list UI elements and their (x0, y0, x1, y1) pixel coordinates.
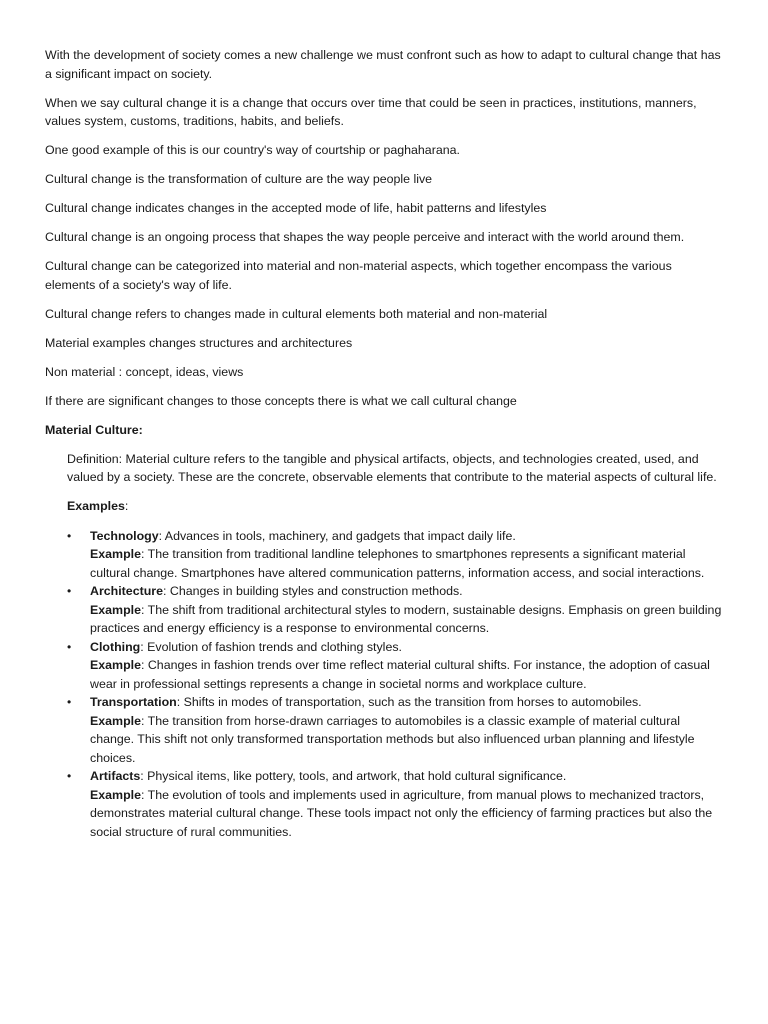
paragraph-transformation: Cultural change is the transformation of culture are the way people live (45, 172, 433, 186)
bullet-icon: • (67, 584, 72, 598)
examples-label-text: Examples (67, 499, 125, 513)
list-item-artifacts (67, 767, 724, 841)
list-item-example: : The evolution of tools and implements used in agriculture, from manual plows to mechanized tractors, demonstrates material cultural change. These tools impact not only the efficiency of farming practices but also the social structure of rural communities. (90, 787, 713, 839)
list-item-desc: : Advances in tools, machinery, and gadgets that impact daily life. (158, 528, 516, 543)
list-item-term: Transportation (90, 695, 177, 709)
list-item-example: : The shift from traditional architectural styles to modern, sustainable designs. Emphasis on green building practices and energy efficiency is a response to environmental concerns. (90, 602, 722, 635)
paragraph-refers: Cultural change refers to changes made in cultural elements both material and non-material (45, 306, 548, 321)
list-item-example: : Changes in fashion trends over time reflect material cultural shifts. For instance, the adoption of casual wear in professional settings represents a change in societal norms and workplace culture. (90, 658, 710, 691)
list-item-term: Clothing (90, 639, 141, 654)
list-item-term: Technology (90, 528, 159, 543)
examples-label (67, 497, 724, 516)
list-item-example: : The transition from horse-drawn carriages to automobiles is a classic example of material cultural change. This shift not only transformed transportation methods but also influenced urban planning and lifestyle choices. (90, 713, 695, 765)
paragraph-material-examples: Material examples changes structures and architectures (45, 335, 353, 350)
list-item-technology (67, 527, 724, 583)
material-culture-section (67, 450, 724, 842)
list-item-desc: : Shifts in modes of transportation, such as the transition from horses to automobiles. (176, 695, 642, 709)
list-item-desc: : Physical items, like pottery, tools, and artwork, that hold cultural significance. (140, 769, 567, 783)
bullet-icon: • (67, 528, 72, 543)
list-item-architecture (67, 582, 724, 638)
example-label: Example (90, 787, 141, 802)
list-item-term: Architecture (90, 584, 163, 598)
list-item-clothing (67, 638, 724, 694)
paragraph-definition: When we say cultural change it is a change that occurs over time that could be seen in practices, institutions, manners, values system, customs, traditions, habits, and beliefs. (45, 95, 697, 128)
bullet-icon: • (67, 695, 72, 709)
paragraph-categorized: Cultural change can be categorized into material and non-material aspects, which together encompass the various elements of a society's way of life. (45, 259, 672, 292)
list-item-desc: : Evolution of fashion trends and clothing styles. (140, 639, 402, 654)
list-item-term: Artifacts (90, 769, 141, 783)
material-culture-definition: Definition: Material culture refers to the tangible and physical artifacts, objects, and technologies created, used, and valued by a society. These are the concrete, observable elements that contribute to the material aspects of cultural life. (67, 451, 717, 484)
paragraph-non-material: Non material : concept, ideas, views (45, 364, 244, 379)
examples-label-colon: : (124, 499, 129, 513)
paragraph-ongoing: Cultural change is an ongoing process that shapes the way people perceive and interact with the world around them. (45, 230, 685, 244)
examples-list (67, 527, 724, 842)
example-label: Example (90, 547, 141, 561)
list-item-example: : The transition from traditional landline telephones to smartphones represents a significant material cultural change. Smartphones have altered communication patterns, information access, and social interactions. (90, 547, 705, 580)
section-heading-material-culture: Material Culture: (45, 422, 143, 437)
list-item-transportation (67, 693, 724, 767)
example-label: Example (90, 713, 141, 728)
bullet-icon: • (67, 769, 72, 783)
example-label: Example (90, 658, 141, 672)
paragraph-intro: With the development of society comes a new challenge we must confront such as how to adapt to cultural change that has a significant impact on society. (45, 48, 721, 81)
example-label: Example (90, 602, 141, 617)
list-item-desc: : Changes in building styles and construction methods. (163, 584, 463, 598)
paragraph-significant-changes: If there are significant changes to those concepts there is what we call cultural change (45, 393, 517, 408)
paragraph-indicates: Cultural change indicates changes in the accepted mode of life, habit patterns and lifestyles (45, 201, 547, 215)
bullet-icon: • (67, 639, 72, 654)
paragraph-example: One good example of this is our country's way of courtship or paghaharana. (45, 143, 460, 157)
